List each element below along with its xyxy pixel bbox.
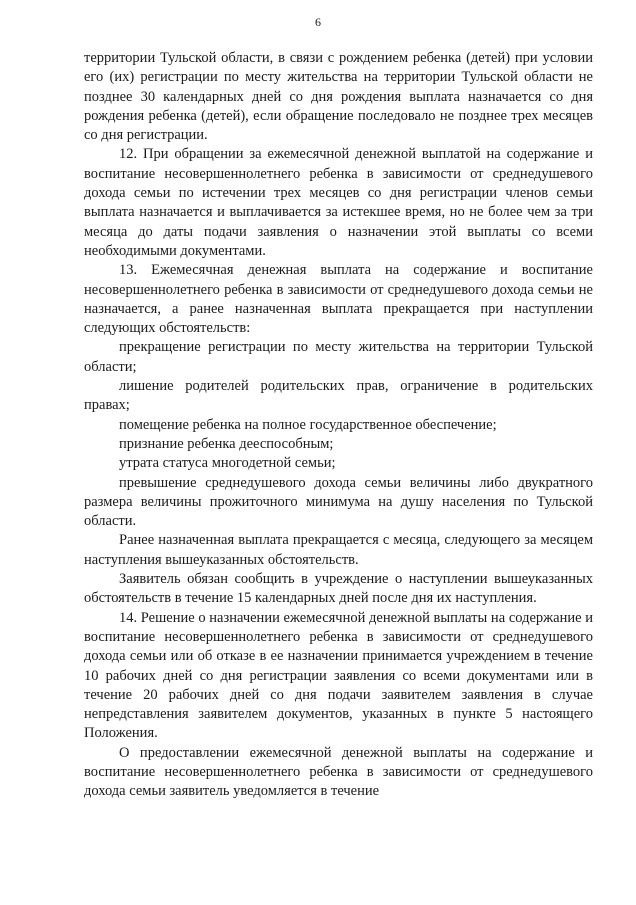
list-item: прекращение регистрации по месту жительства на территории Тульской области; xyxy=(84,339,593,375)
list-item: превышение среднедушевого дохода семьи величины либо двукратного размера величины прожиточного минимума на душу населения по Тульской области. xyxy=(84,474,593,530)
list-item: утрата статуса многодетной семьи; xyxy=(119,455,336,472)
paragraph-continuation: территории Тульской области, в связи с рождением ребенка (детей) при условии его (их) регистрации по месту жительства на территории Тульской области не позднее 30 календарных дней со дня рождения выплата назначается со дня рождения ребенка (детей), если обращение последовало не позднее трех месяцев со дня регистрации. xyxy=(84,50,593,144)
document-body xyxy=(84,49,593,802)
list-item: помещение ребенка на полное государственное обеспечение; xyxy=(119,416,497,433)
paragraph: Ранее назначенная выплата прекращается с месяца, следующего за месяцем наступления вышеуказанных обстоятельств. xyxy=(84,532,593,568)
list-item: лишение родителей родительских прав, ограничение в родительских правах; xyxy=(84,378,593,414)
paragraph-item-13: 13. Ежемесячная денежная выплата на содержание и воспитание несовершеннолетнего ребенка в зависимости от среднедушевого дохода семьи не назначается, а ранее назначенная выплата прекращается при наступлении следующих обстоятельств: xyxy=(84,262,593,337)
paragraph-item-12: 12. При обращении за ежемесячной денежной выплатой на содержание и воспитание несовершеннолетнего ребенка в зависимости от среднедушевого дохода семьи по истечении трех месяцев со дня регистрации членов семьи выплата назначается и выплачивается за истекшее время, но не более чем за три месяца до даты подачи заявления о назначении этой выплаты со всеми необходимыми документами. xyxy=(84,146,593,259)
paragraph-item-14: 14. Решение о назначении ежемесячной денежной выплаты на содержание и воспитание несовершеннолетнего ребенка в зависимости от среднедушевого дохода семьи или об отказе в ее назначении принимается учреждением в течение 10 рабочих дней со дня регистрации заявления со всеми документами или в течение 20 рабочих дней со дня подачи заявителем заявления в случае непредставления заявителем документов, указанных в пункте 5 настоящего Положения. xyxy=(84,609,593,742)
list-item: признание ребенка дееспособным; xyxy=(119,435,334,452)
paragraph: Заявитель обязан сообщить в учреждение о наступлении вышеуказанных обстоятельств в течение 15 календарных дней после дня их наступления. xyxy=(84,571,593,607)
page-number: 6 xyxy=(315,15,321,29)
paragraph: О предоставлении ежемесячной денежной выплаты на содержание и воспитание несовершеннолетнего ребенка в зависимости от среднедушевого дохода семьи заявитель уведомляется в течение xyxy=(84,744,593,800)
